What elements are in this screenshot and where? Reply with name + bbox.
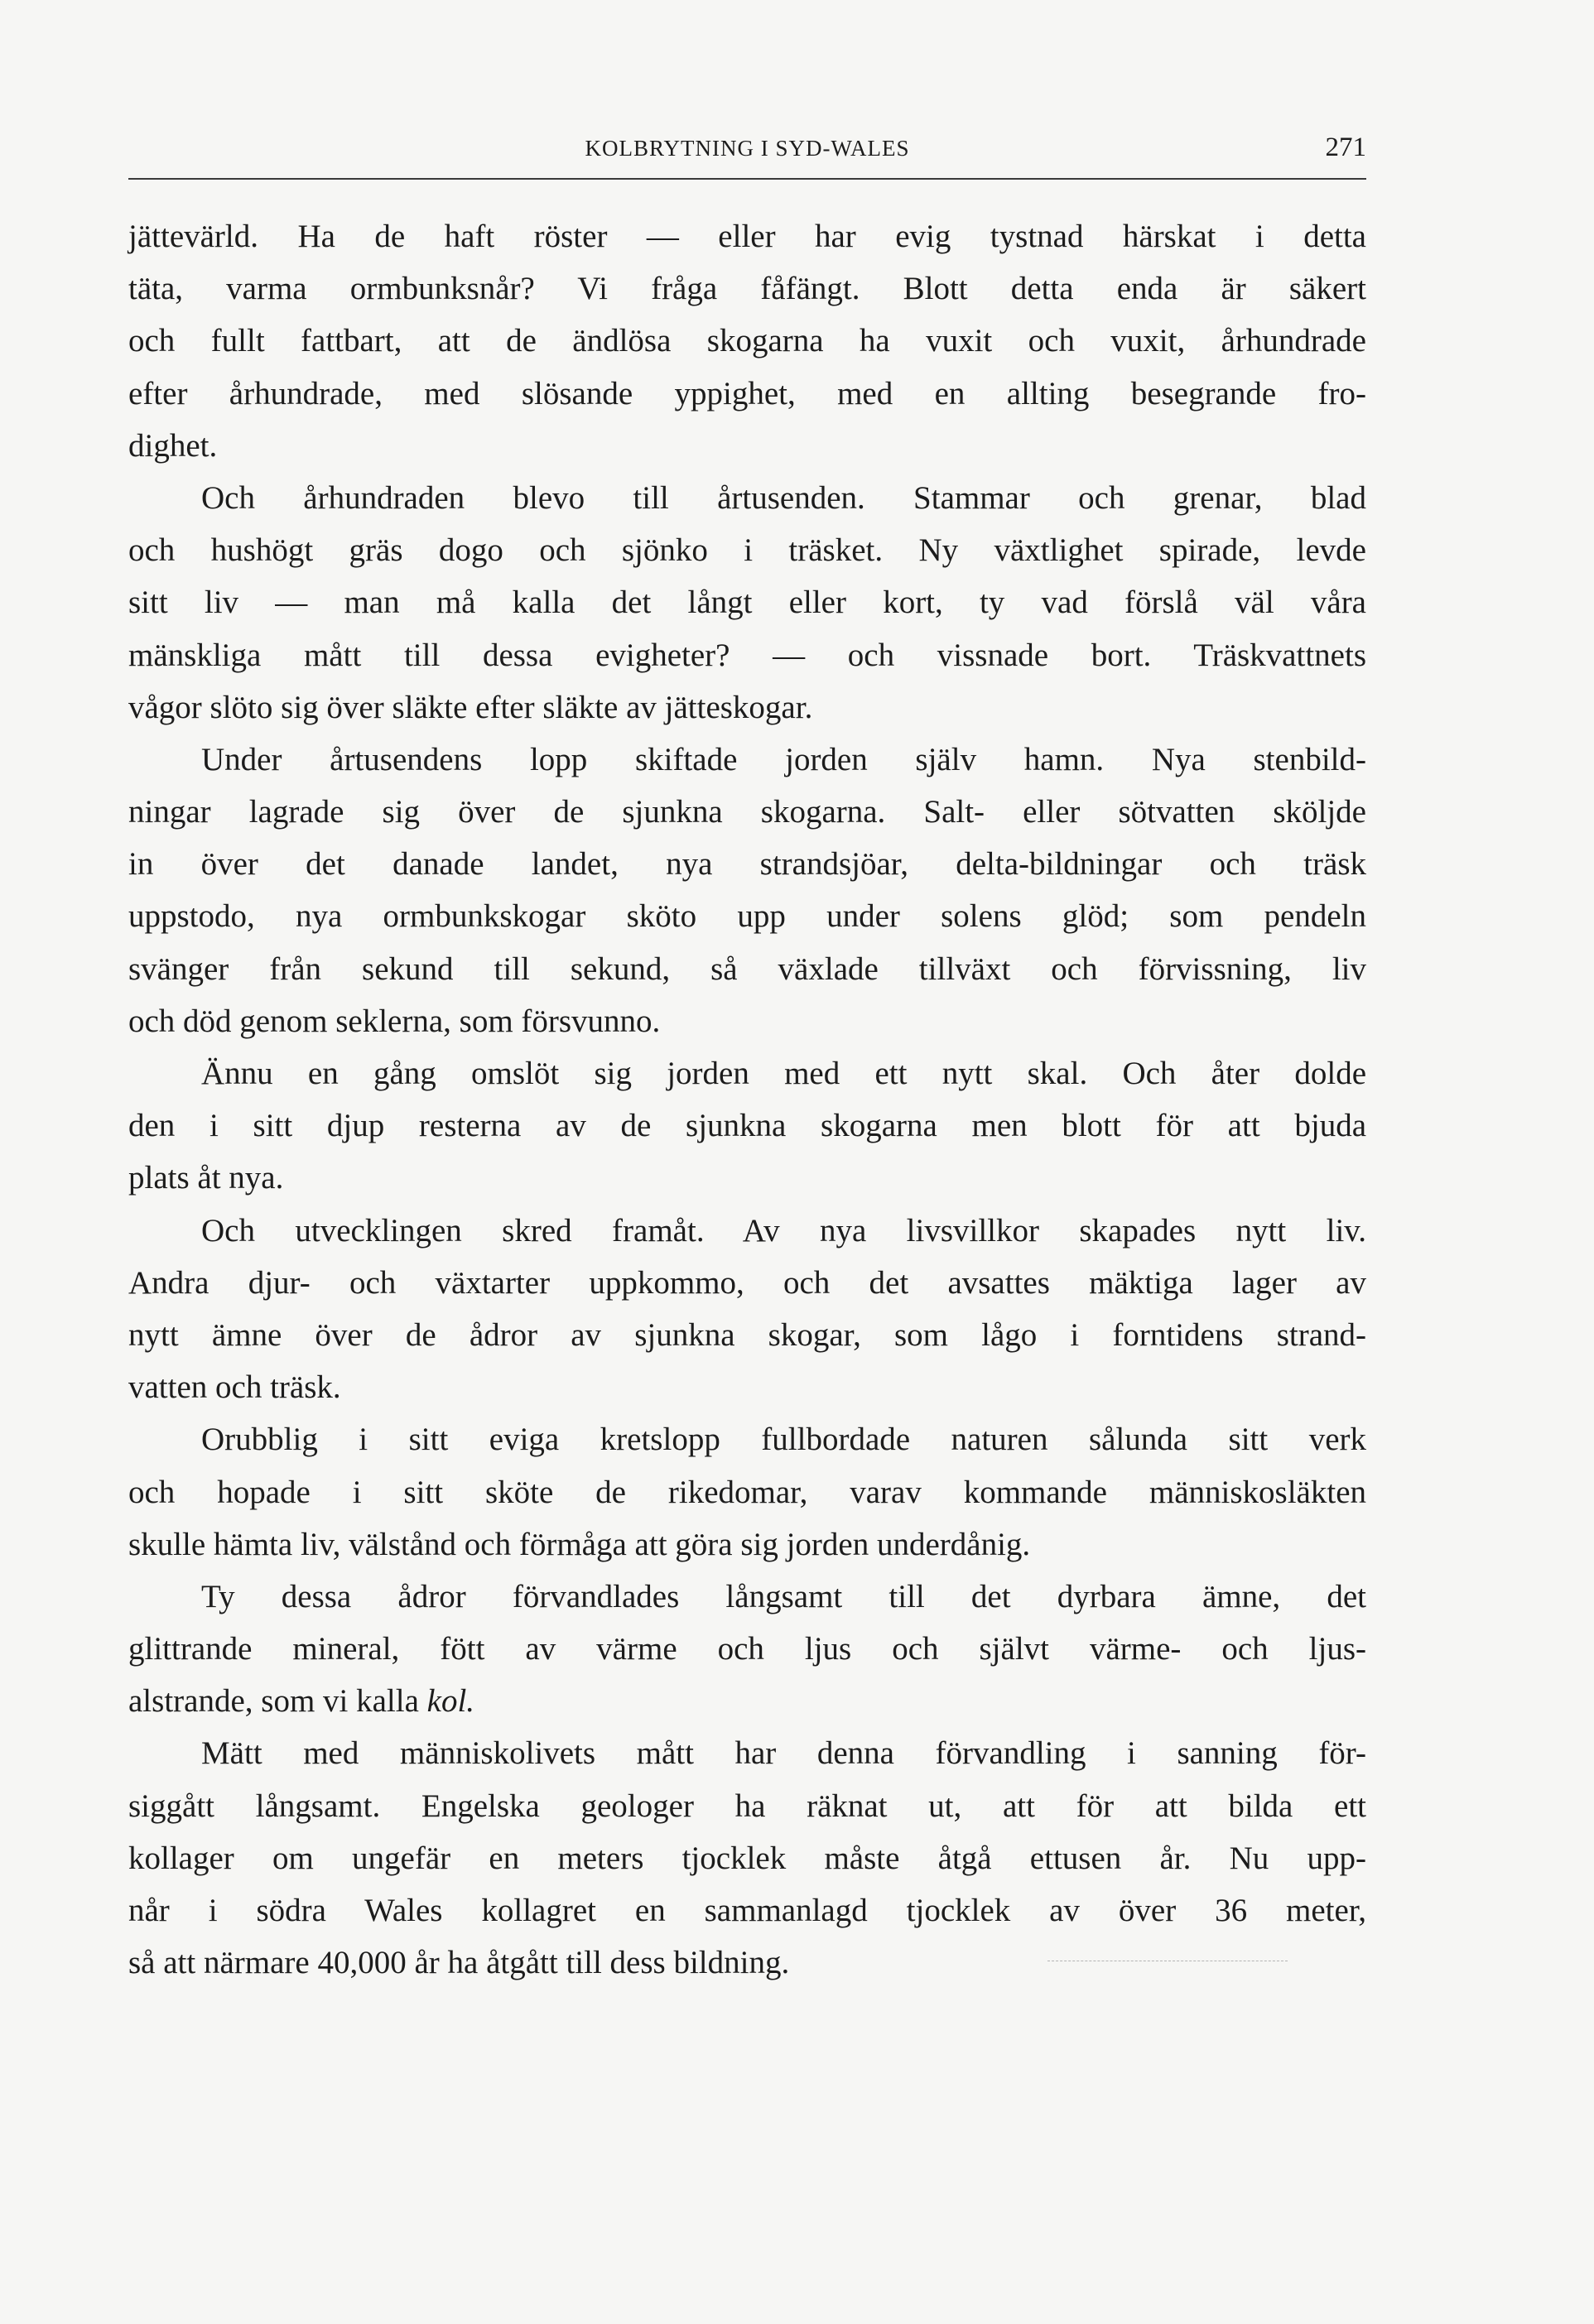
text-line: Ty dessa ådror förvandlades långsamt till det dyrbara ämne, det [201, 1578, 1366, 1614]
text-line: Orubblig i sitt eviga kretslopp fullbordade naturen sålunda sitt verk [201, 1422, 1366, 1458]
text-line: nytt ämne över de ådror av sjunkna skogar, som lågo i forntidens strand- [128, 1316, 1366, 1353]
text-line: kollager om ungefär en meters tjocklek måste åtgå ettusen år. Nu upp- [128, 1840, 1366, 1876]
text-line: vågor slöto sig över släkte efter släkte av jätteskogar. [128, 689, 813, 725]
text-line: Och århundraden blevo till årtusenden. Stammar och grenar, blad [201, 479, 1366, 516]
text-line: vatten och träsk. [128, 1369, 341, 1406]
text-line: och död genom seklerna, som försvunno. [128, 1003, 661, 1039]
text-line: den i sitt djup resterna av de sjunkna skogarna men blott för att bjuda [128, 1108, 1366, 1144]
text-line-part: alstrande, som vi kalla [128, 1683, 419, 1720]
text-line: svänger från sekund till sekund, så växlade tillväxt och förvissning, liv [128, 950, 1366, 987]
body-text [128, 210, 1366, 1989]
text-line: plats åt nya. [128, 1160, 284, 1196]
text-line: täta, varma ormbunksnår? Vi fråga fåfängt. Blott detta enda är säkert [128, 271, 1366, 307]
text-line: Mätt med människolivets mått har denna förvandling i sanning för- [201, 1735, 1366, 1772]
text-line: och hopade i sitt sköte de rikedomar, varav kommande människosläkten [128, 1474, 1366, 1510]
text-line: skulle hämta liv, välstånd och förmåga att göra sig jorden underdånig. [128, 1526, 1031, 1562]
header-rule [128, 178, 1366, 180]
text-line: Andra djur- och växtarter uppkommo, och det avsattes mäktiga lager av [128, 1264, 1366, 1301]
text-line: sitt liv — man må kalla det långt eller kort, ty vad förslå väl våra [128, 585, 1366, 621]
text-line: in över det danade landet, nya strandsjöar, delta-bildningar och träsk [128, 846, 1366, 883]
text-line: når i södra Wales kollagret en sammanlagd tjocklek av över 36 meter, [128, 1893, 1366, 1928]
text-line: jättevärld. Ha de haft röster — eller har evig tystnad härskat i detta [128, 219, 1366, 254]
text-line: uppstodo, nya ormbunkskogar sköto upp under solens glöd; som pendeln [128, 898, 1366, 935]
italic-word: kol. [426, 1683, 475, 1720]
text-line: dighet. [128, 427, 218, 464]
text-line: ningar lagrade sig över de sjunkna skogarna. Salt- eller sötvatten sköljde [128, 794, 1366, 830]
text-line: Ännu en gång omslöt sig jorden med ett nytt skal. Och åter dolde [201, 1056, 1366, 1091]
text-line: så att närmare 40,000 år ha åtgått till dess bildning. [128, 1945, 790, 1981]
text-line: efter århundrade, med slösande yppighet, med en allting besegrande fro- [128, 375, 1366, 411]
text-line [128, 1675, 1366, 1727]
page-number: 271 [1325, 132, 1366, 162]
text-line: och hushögt gräs dogo och sjönko i träsket. Ny växtlighet spirade, levde [128, 532, 1366, 569]
text-line: siggått långsamt. Engelska geologer ha räknat ut, att för att bilda ett [128, 1788, 1366, 1824]
text-line: Och utvecklingen skred framåt. Av nya livsvillkor skapades nytt liv. [201, 1212, 1366, 1249]
running-title: KOLBRYTNING I SYD-WALES [585, 136, 910, 161]
text-line: glittrande mineral, fött av värme och ljus och självt värme- och ljus- [128, 1631, 1366, 1667]
text-line: Under årtusendens lopp skiftade jorden själv hamn. Nya stenbild- [201, 741, 1366, 777]
text-line: mänskliga mått till dessa evigheter? — och vissnade bort. Träskvattnets [128, 637, 1366, 673]
text-line: och fullt fattbart, att de ändlösa skogarna ha vuxit och vuxit, århundrade [128, 323, 1366, 359]
running-header [128, 132, 1366, 174]
